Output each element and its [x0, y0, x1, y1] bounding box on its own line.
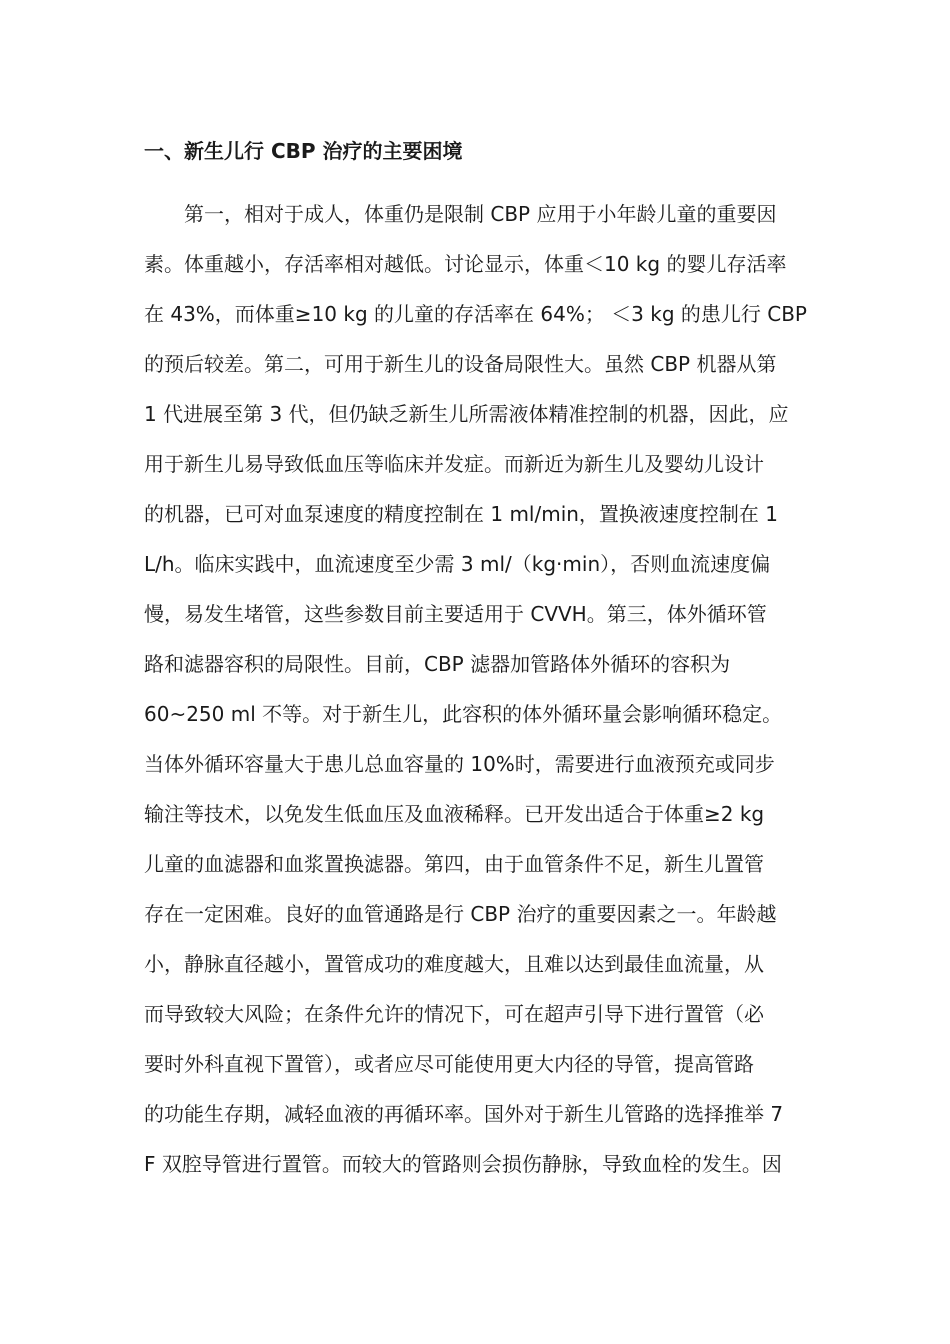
paragraph-line: 要时外科直视下置管），或者应尽可能使用更大内径的导管，提高管路 [144, 1052, 754, 1076]
paragraph-line: 当体外循环容量大于患儿总血容量的 10%时，需要进行血液预充或同步 [144, 752, 775, 776]
paragraph-line: 1 代进展至第 3 代，但仍缺乏新生儿所需液体精准控制的机器，因此，应 [144, 402, 789, 426]
paragraph-line: 路和滤器容积的局限性。目前，CBP 滤器加管路体外循环的容积为 [144, 652, 731, 676]
paragraph-line: 小，静脉直径越小，置管成功的难度越大，且难以达到最佳血流量，从 [144, 952, 764, 976]
paragraph-line: F 双腔导管进行置管。而较大的管路则会损伤静脉，导致血栓的发生。因 [144, 1152, 782, 1176]
section-heading: 一、新生儿行 CBP 治疗的主要困境 [144, 139, 463, 163]
paragraph-line: L/h。临床实践中，血流速度至少需 3 ml/（kg·min），否则血流速度偏 [144, 552, 771, 576]
paragraph-line: 慢，易发生堵管，这些参数目前主要适用于 CVVH。第三，体外循环管 [144, 602, 767, 626]
paragraph-line: 的预后较差。第二，可用于新生儿的设备局限性大。虽然 CBP 机器从第 [144, 352, 777, 376]
paragraph-line: 的功能生存期，减轻血液的再循环率。国外对于新生儿管路的选择推举 7 [144, 1102, 784, 1126]
paragraph-line: 儿童的血滤器和血浆置换滤器。第四，由于血管条件不足，新生儿置管 [144, 852, 764, 876]
paragraph-line: 第一，相对于成人，体重仍是限制 CBP 应用于小年龄儿童的重要因 [184, 202, 777, 226]
paragraph-line: 输注等技术，以免发生低血压及血液稀释。已开发出适合于体重≥2 kg [144, 802, 765, 826]
paragraph-line: 的机器，已可对血泵速度的精度控制在 1 ml/min，置换液速度控制在 1 [144, 502, 779, 526]
paragraph-line: 而导致较大风险；在条件允许的情况下，可在超声引导下进行置管（必 [144, 1002, 764, 1026]
paragraph-line: 素。体重越小，存活率相对越低。讨论显示，体重＜10 kg 的婴儿存活率 [144, 252, 787, 276]
paragraph-line: 60~250 ml 不等。对于新生儿，此容积的体外循环量会影响循环稳定。 [144, 702, 783, 726]
paragraph-line: 在 43%，而体重≥10 kg 的儿童的存活率在 64%； ＜3 kg 的患儿行 CBP [144, 302, 807, 326]
paragraph-line: 用于新生儿易导致低血压等临床并发症。而新近为新生儿及婴幼儿设计 [144, 452, 764, 476]
paragraph-line: 存在一定困难。良好的血管通路是行 CBP 治疗的重要因素之一。年龄越 [144, 902, 777, 926]
